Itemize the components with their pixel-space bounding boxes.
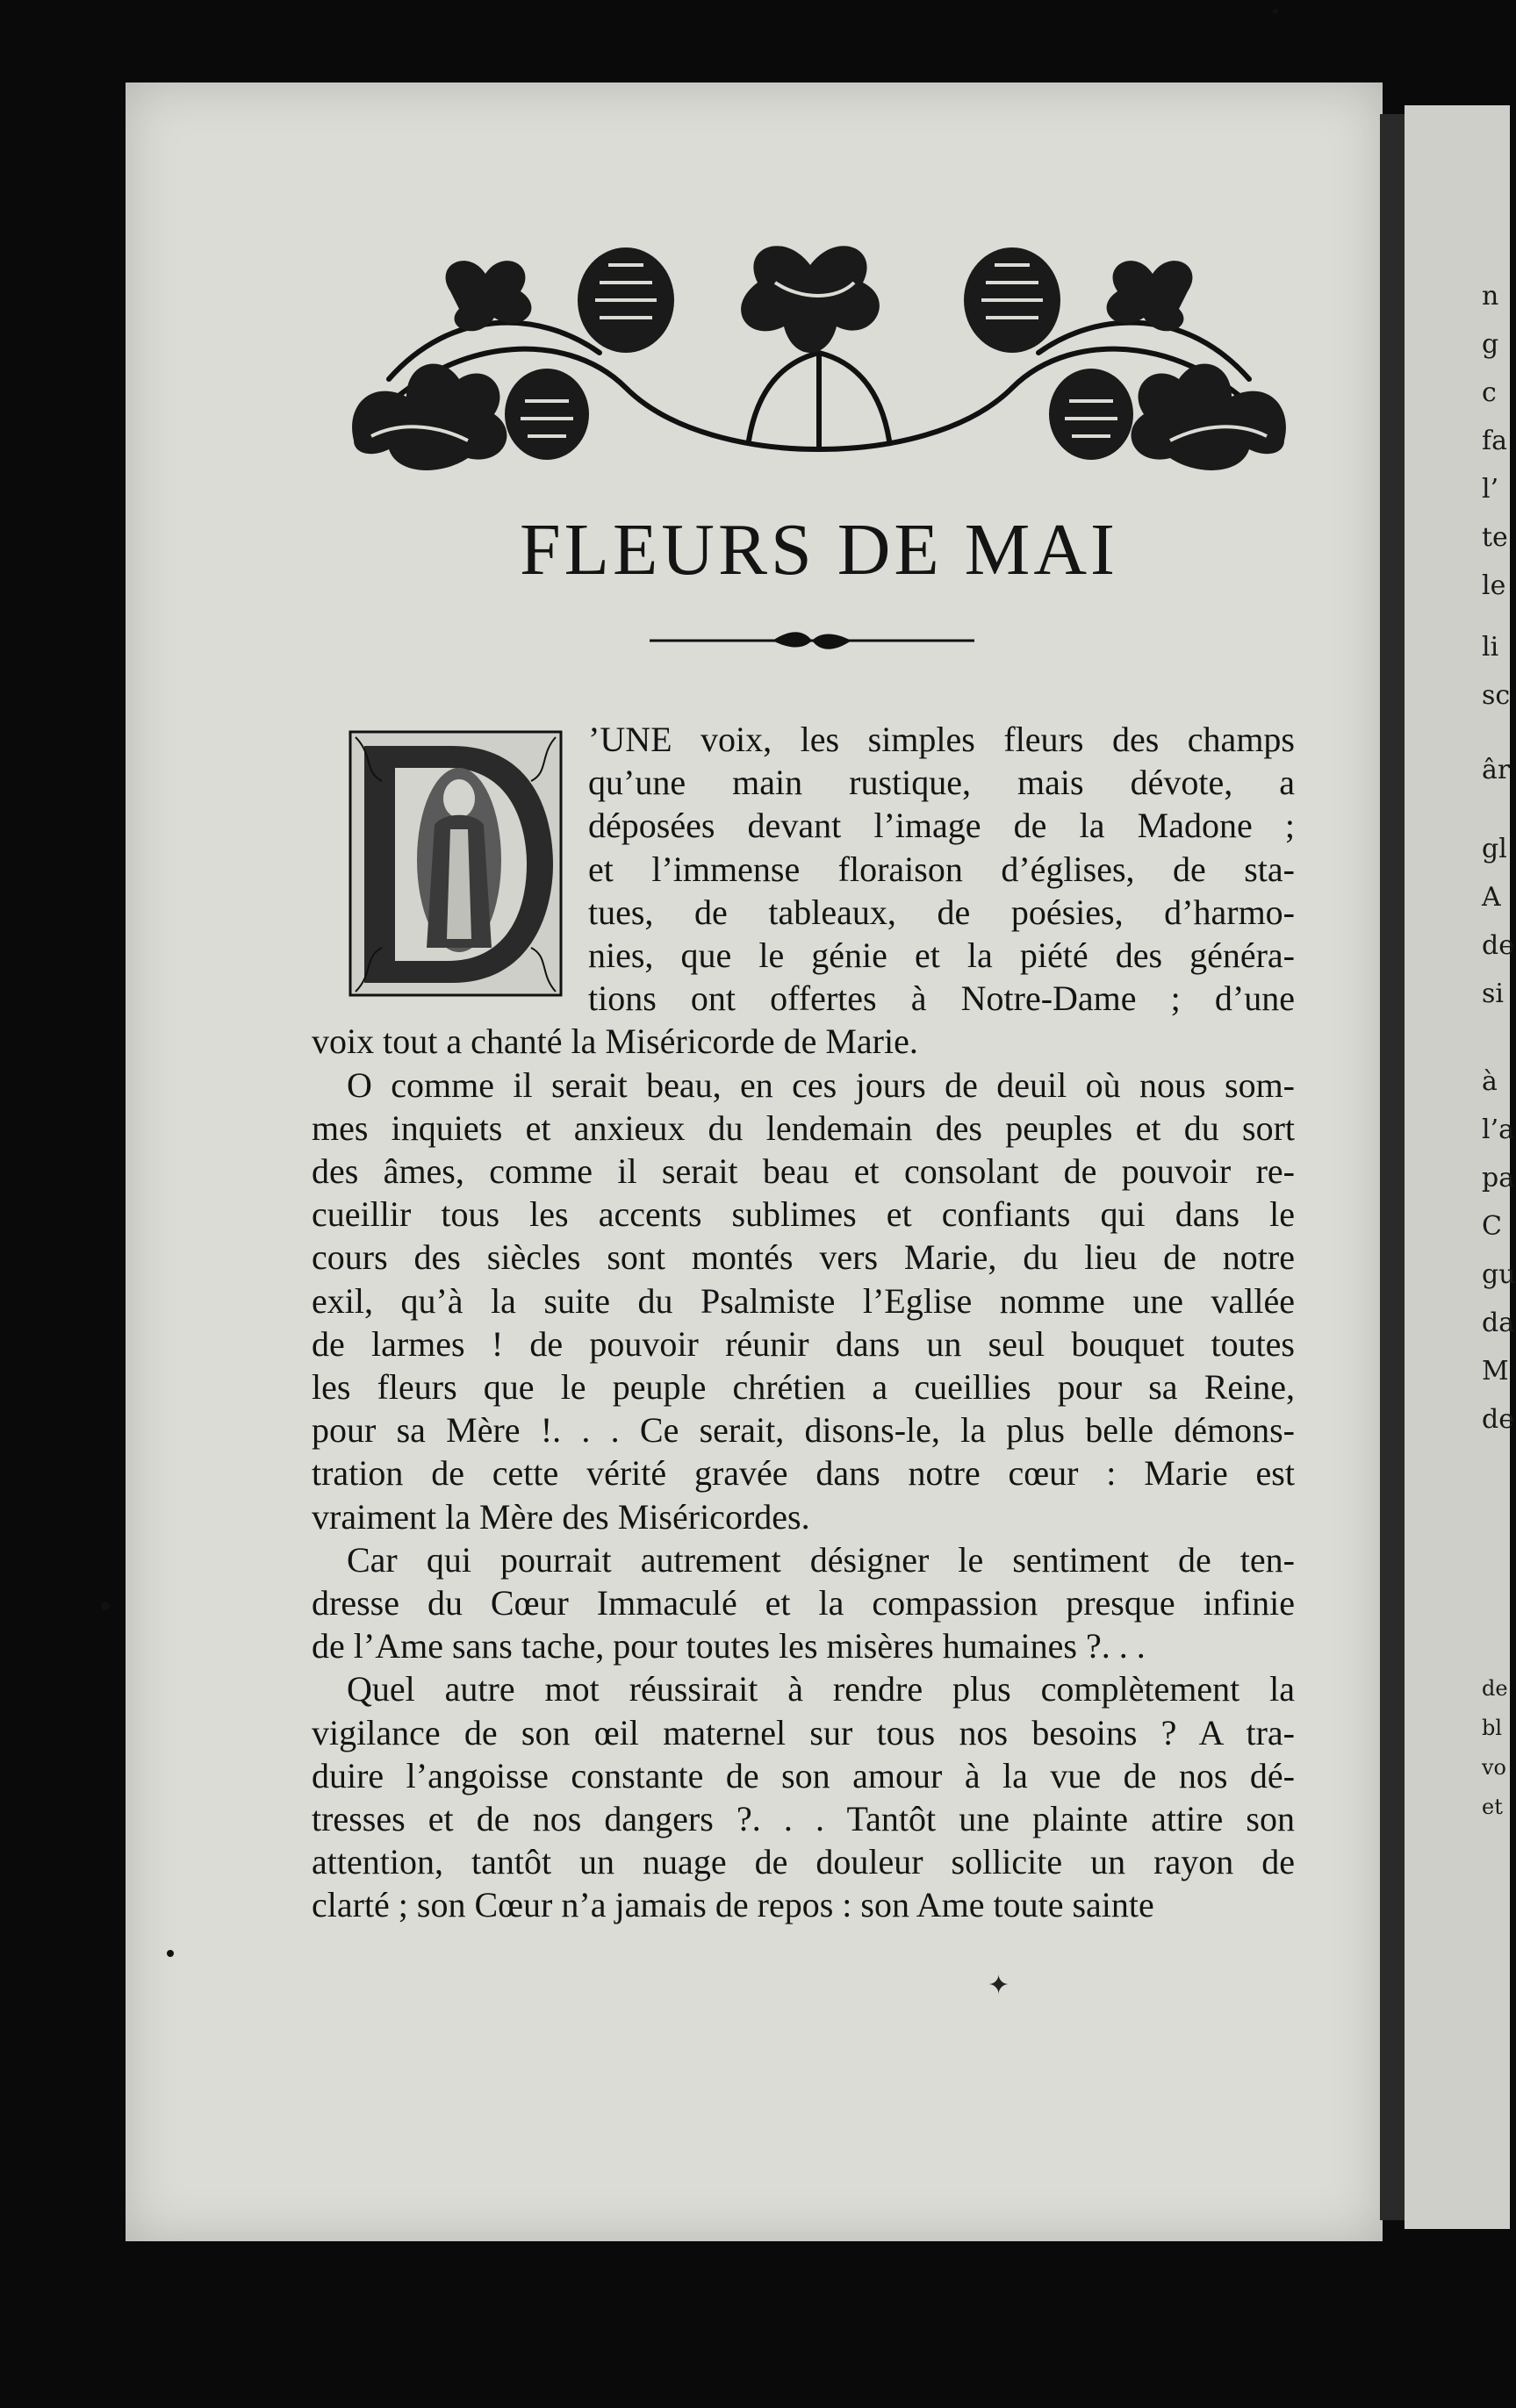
text-line: cours des siècles sont montés vers Marie, du lieu de notre xyxy=(312,1237,1295,1278)
facing-page-fragment: gl xyxy=(1482,834,1507,864)
facing-page-fragment: pa xyxy=(1482,1163,1515,1193)
text-line: de l’Ame sans tache, pour toutes les misères humaines ?. . . xyxy=(312,1626,1146,1666)
facing-page-fragment: à xyxy=(1482,1066,1498,1097)
chapter-title: FLEURS DE MAI xyxy=(519,509,1119,591)
text-line: clarté ; son Cœur n’a jamais de repos : son Ame toute sainte xyxy=(312,1885,1154,1925)
facing-page-edge xyxy=(1405,105,1516,2229)
title-rule-ornament xyxy=(650,627,974,654)
text-line: et l’immense floraison d’églises, de sta- xyxy=(588,849,1295,889)
text-line: Car qui pourrait autrement désigner le sentiment de ten- xyxy=(347,1539,1295,1580)
text-line: tration de cette vérité gravée dans notre cœur : Marie est xyxy=(312,1453,1295,1494)
facing-page-fragment: g xyxy=(1482,329,1499,360)
facing-page-fragment: C xyxy=(1482,1211,1502,1242)
text-line: tues, de tableaux, de poésies, d’harmo- xyxy=(588,892,1295,932)
text-line: tions ont offertes à Notre-Dame ; d’une xyxy=(588,978,1295,1019)
facing-page-fragment: da xyxy=(1482,1308,1515,1338)
facing-page-fragment: n xyxy=(1482,281,1499,312)
text-line: ’UNE voix, les simples fleurs des champs xyxy=(588,720,1295,759)
text-line: dresse du Cœur Immaculé et la compassion presque infinie xyxy=(312,1583,1295,1623)
page-body xyxy=(312,718,1295,1927)
facing-page-fragment: M xyxy=(1482,1356,1509,1387)
facing-page-fragment: l’ xyxy=(1482,474,1499,505)
facing-page-fragment: bl xyxy=(1482,1716,1503,1740)
text-line: déposées devant l’image de la Madone ; xyxy=(588,806,1295,846)
facing-page-fragment: sc xyxy=(1482,680,1511,711)
text-line: des âmes, comme il serait beau et consolant de pouvoir re- xyxy=(312,1151,1295,1192)
facing-page-fragment: âr xyxy=(1482,755,1511,785)
text-line: cueillir tous les accents sublimes et confiants qui dans le xyxy=(312,1194,1295,1235)
facing-page-fragment: c xyxy=(1482,377,1497,408)
facing-page-fragment: et xyxy=(1482,1795,1503,1819)
facing-page-fragment: de xyxy=(1482,1676,1508,1701)
text-line: les fleurs que le peuple chrétien a cueillies pour sa Reine, xyxy=(312,1367,1295,1408)
text-line: O comme il serait beau, en ces jours de deuil où nous som- xyxy=(347,1064,1295,1105)
paragraph-2 xyxy=(312,1064,1295,1538)
text-line: exil, qu’à la suite du Psalmiste l’Eglise nomme une vallée xyxy=(312,1280,1295,1321)
text-line: nies, que le génie et la piété des généra- xyxy=(588,935,1295,976)
paragraph-3 xyxy=(312,1538,1295,1668)
text-line: attention, tantôt un nuage de douleur sollicite un rayon de xyxy=(312,1842,1295,1882)
facing-page-fragment: de xyxy=(1482,1404,1514,1435)
text-line: vigilance de son œil maternel sur tous nos besoins ? A tra- xyxy=(312,1712,1295,1752)
text-line: voix tout a chanté la Miséricorde de Marie. xyxy=(312,1021,918,1062)
facing-page-fragment: si xyxy=(1482,978,1504,1009)
facing-page-fragment: A xyxy=(1482,882,1501,913)
facing-page-fragment: l’a xyxy=(1482,1114,1515,1145)
facing-page-fragment: de xyxy=(1482,930,1514,961)
clover-ornament-icon xyxy=(336,230,1302,476)
facing-page-fragment: le xyxy=(1482,570,1506,601)
facing-page-fragment: fa xyxy=(1482,426,1507,456)
page-ornament-mark: ✦ xyxy=(988,1970,1010,2001)
text-line: qu’une main rustique, mais dévote, a xyxy=(588,763,1295,803)
facing-page-fragment: vo xyxy=(1482,1755,1507,1780)
text-line: vraiment la Mère des Miséricordes. xyxy=(312,1496,810,1537)
text-line: duire l’angoisse constante de son amour à la vue de nos dé- xyxy=(312,1755,1295,1795)
text-line: de larmes ! de pouvoir réunir dans un seul bouquet toutes xyxy=(312,1323,1295,1364)
facing-page-fragment: te xyxy=(1482,522,1508,553)
text-line: pour sa Mère !. . . Ce serait, disons-le, la plus belle démons- xyxy=(312,1410,1295,1451)
facing-page-fragment: gu xyxy=(1482,1259,1516,1290)
facing-page-fragment: li xyxy=(1482,632,1499,663)
text-line: tresses et de nos dangers ?. . . Tantôt une plainte attire son xyxy=(312,1799,1295,1839)
paragraph-1 xyxy=(312,718,1295,1064)
text-line: Quel autre mot réussirait à rendre plus complètement la xyxy=(347,1669,1295,1709)
text-line: mes inquiets et anxieux du lendemain des peuples et du sort xyxy=(312,1107,1295,1148)
paragraph-4 xyxy=(312,1667,1295,1926)
